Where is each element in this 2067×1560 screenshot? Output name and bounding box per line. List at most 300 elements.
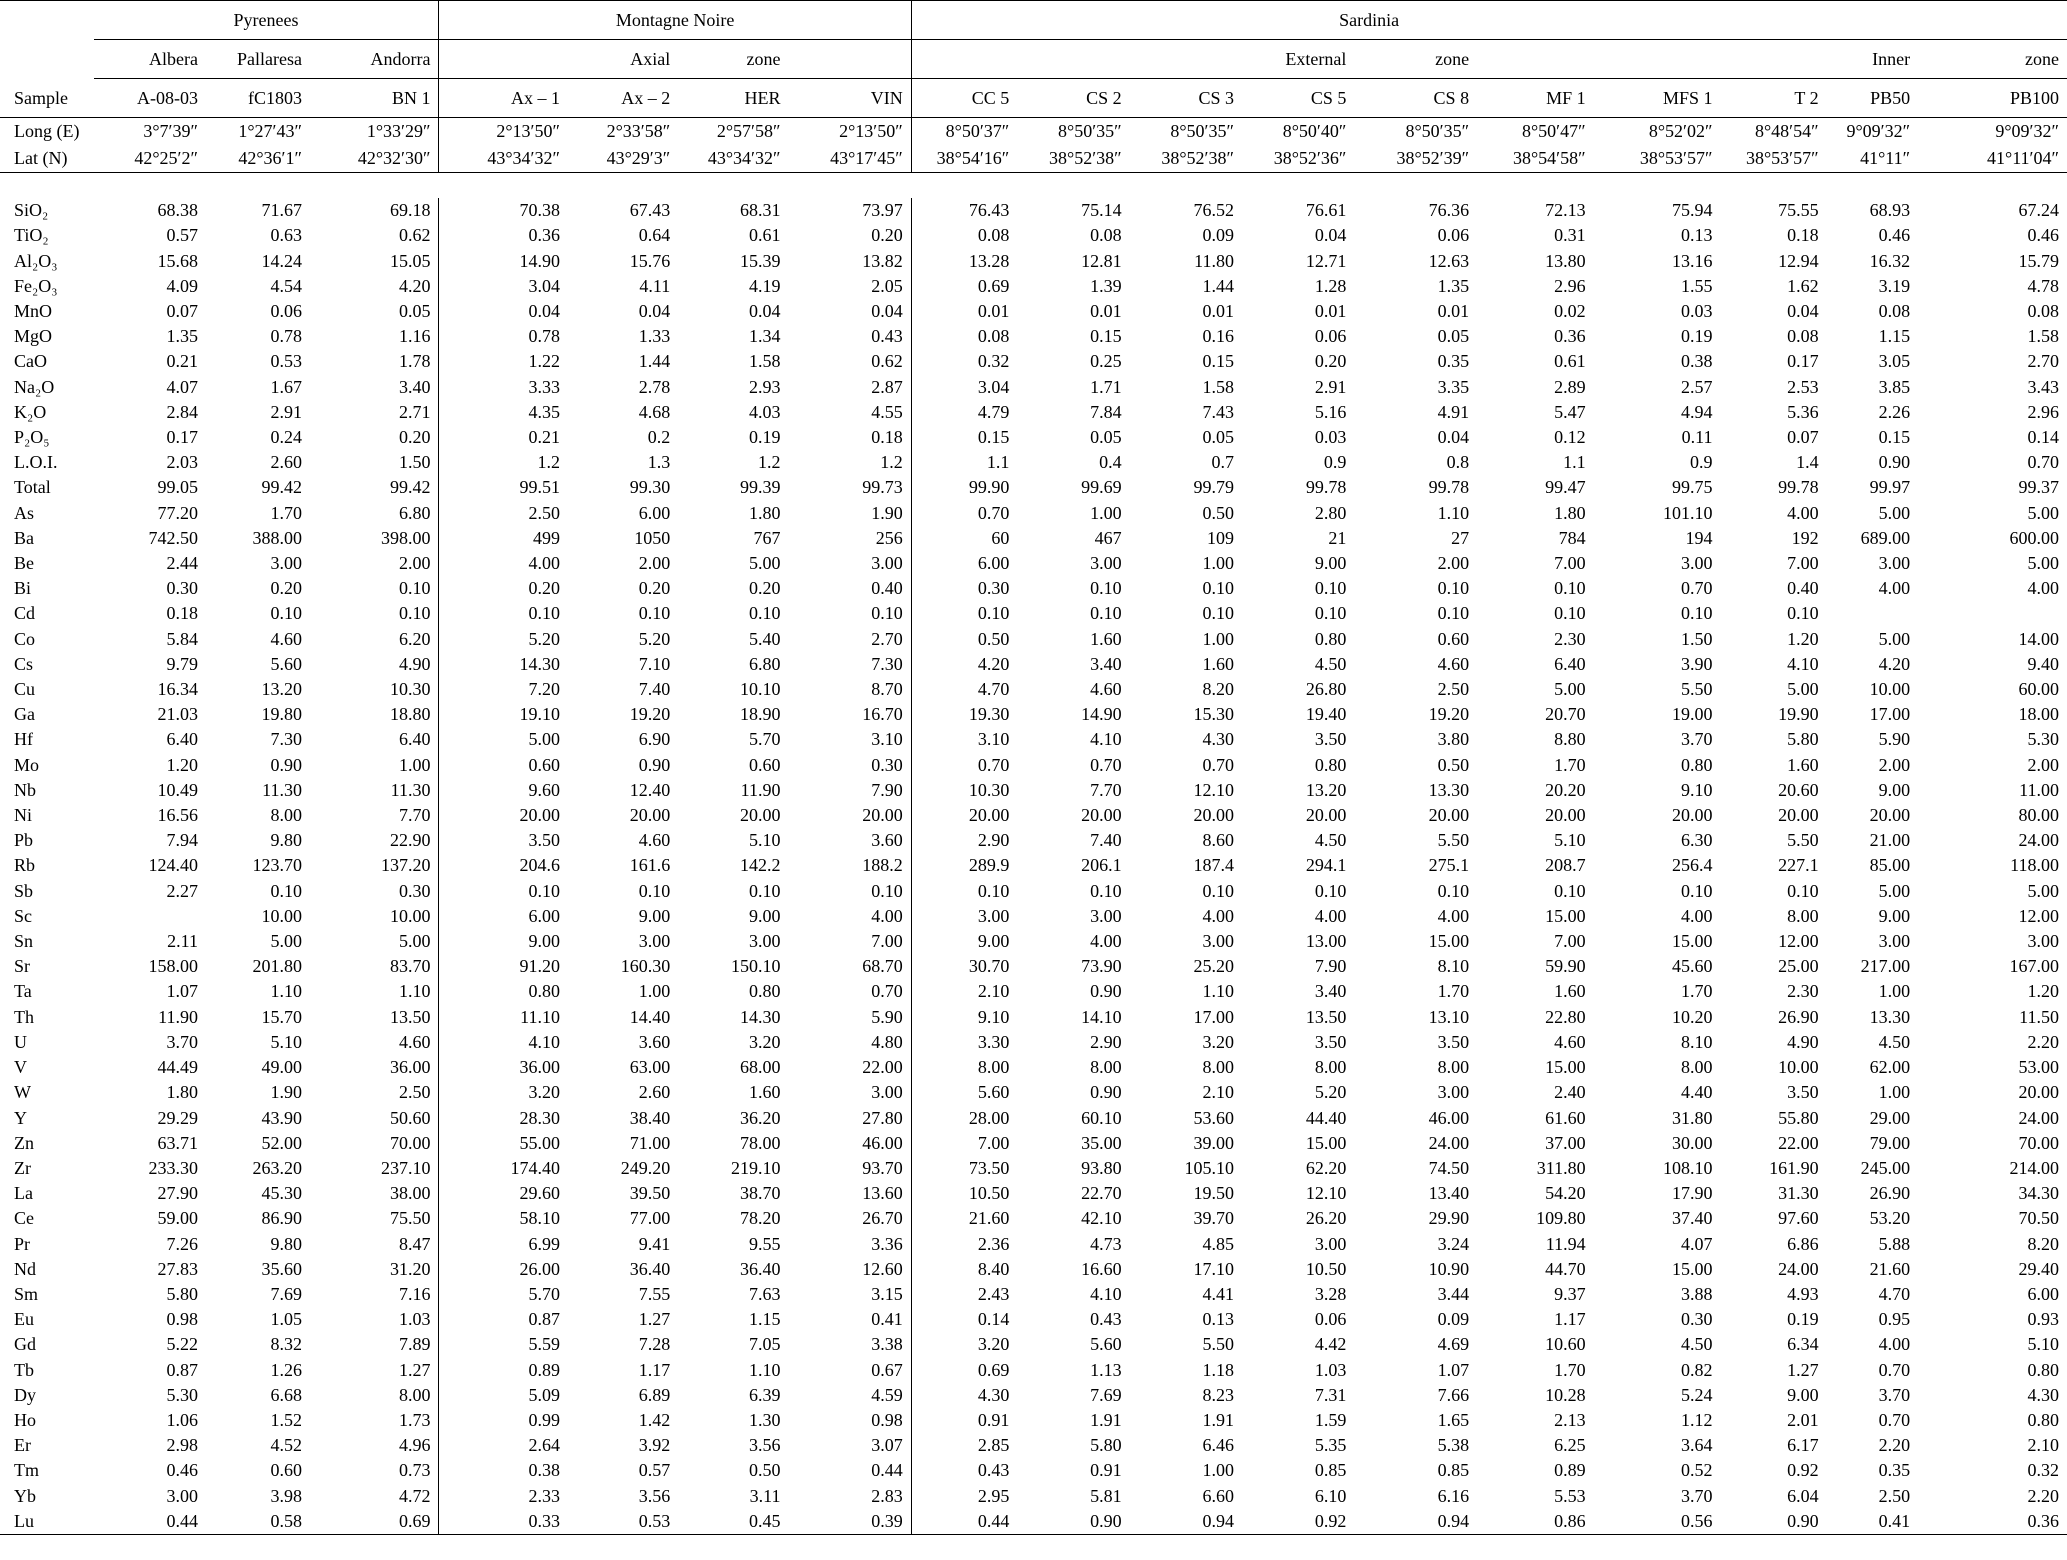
table-cell: 5.53 <box>1554 1485 1586 1506</box>
table-cell: 214.00 <box>2009 1157 2059 1178</box>
table-cell: 1.67 <box>270 376 302 397</box>
table-cell: 0.10 <box>439 601 568 626</box>
table-cell: 3.70 <box>166 1031 198 1052</box>
table-cell: 11.30 <box>390 779 431 800</box>
table-row <box>0 576 2067 601</box>
table-cell: 4.40 <box>1680 1082 1713 1103</box>
row-label: K₂O <box>14 401 47 422</box>
table-cell: 3.00 <box>911 904 1017 929</box>
row-label: Rb <box>14 855 36 876</box>
table-cell: 8°48′54″ <box>1754 121 1819 141</box>
table-cell: 9.00 <box>439 929 568 954</box>
table-cell: 1.18 <box>1202 1359 1234 1380</box>
table-cell: 4.07 <box>1680 1233 1713 1254</box>
table-cell: 43°29′3″ <box>568 145 678 173</box>
table-cell: 22.00 <box>862 1057 903 1078</box>
table-cell: 6.00 <box>638 502 671 523</box>
table-cell: 3.56 <box>638 1485 671 1506</box>
table-cell: 35.00 <box>1081 1132 1122 1153</box>
table-cell: 4.19 <box>748 275 781 296</box>
table-cell: 20.00 <box>1545 805 1586 826</box>
table-cell: 24.00 <box>2018 830 2059 851</box>
table-cell: 5.38 <box>1437 1435 1470 1456</box>
table-cell: 4.70 <box>1878 1283 1911 1304</box>
table-cell: 1.17 <box>1554 1309 1586 1330</box>
table-cell: 3.11 <box>749 1485 781 1506</box>
table-row <box>0 324 2067 349</box>
table-cell: 1.55 <box>1680 275 1713 296</box>
row-label: Pr <box>14 1233 31 1254</box>
table-cell: 5.84 <box>166 628 198 649</box>
table-row <box>0 1156 2067 1181</box>
table-cell: 4.91 <box>1437 401 1470 422</box>
table-cell: 21.60 <box>911 1206 1017 1231</box>
table-cell: 14.30 <box>739 1006 781 1027</box>
table-cell: 0.93 <box>2027 1309 2059 1330</box>
table-cell: 1.91 <box>1090 1409 1122 1430</box>
table-cell: CC 5 <box>911 79 1017 118</box>
table-cell: 8.00 <box>1314 1057 1347 1078</box>
table-cell: 5.00 <box>1554 679 1586 700</box>
table-cell: 0.90 <box>1090 981 1122 1002</box>
table-cell: 99.78 <box>1305 477 1347 498</box>
table-cell: 0.18 <box>1787 225 1819 246</box>
table-cell: 10.00 <box>261 905 302 926</box>
table-cell: 75.55 <box>1778 200 1819 221</box>
table-cell: 0.10 <box>1787 880 1819 901</box>
row-label: Ga <box>14 704 35 725</box>
table-cell: 4.60 <box>1437 653 1470 674</box>
table-cell: 0.04 <box>1314 225 1347 246</box>
table-cell: 8.32 <box>270 1334 302 1355</box>
table-cell: 0.85 <box>1437 1460 1470 1481</box>
table-cell: 0.02 <box>1554 301 1586 321</box>
table-cell: 1.42 <box>638 1409 671 1430</box>
table-cell: 38.00 <box>389 1183 431 1204</box>
table-cell: 11.94 <box>1545 1233 1586 1254</box>
longitude-row <box>0 118 2067 146</box>
table-cell: 4.94 <box>1680 401 1713 422</box>
table-cell: 2°13′50″ <box>439 118 568 146</box>
row-label: Be <box>14 553 34 574</box>
table-cell: 4.50 <box>1314 653 1347 674</box>
table-cell: 0.10 <box>1314 578 1347 599</box>
table-cell: 237.10 <box>380 1157 431 1178</box>
table-cell: 0.20 <box>871 225 903 246</box>
table-cell: 36.20 <box>739 1107 781 1128</box>
table-cell: 0.12 <box>1554 427 1586 448</box>
table-cell: 2.64 <box>439 1433 568 1458</box>
table-cell: 0.67 <box>871 1359 903 1380</box>
table-cell: 70.00 <box>2018 1132 2059 1153</box>
table-cell: 12.71 <box>1305 250 1347 271</box>
longitude-label: Long (E) <box>14 121 80 141</box>
table-cell: 12.81 <box>1081 250 1122 271</box>
table-cell: 0.70 <box>2027 452 2059 473</box>
row-label: Zr <box>14 1157 31 1178</box>
table-cell: 85.00 <box>1869 855 1911 876</box>
table-cell: 73.50 <box>911 1156 1017 1181</box>
table-cell: 4.60 <box>1090 679 1122 700</box>
table-cell: 9.40 <box>2027 653 2059 674</box>
table-cell: 99.39 <box>739 477 781 498</box>
table-cell: 5.47 <box>1554 401 1586 422</box>
table-cell: 6.40 <box>166 729 198 750</box>
table-cell: 8.00 <box>1437 1057 1470 1078</box>
table-row <box>0 1055 2067 1080</box>
table-row <box>0 727 2067 752</box>
table-cell: 63.00 <box>629 1057 671 1078</box>
table-cell: 0.62 <box>871 351 903 372</box>
table-cell: 99.42 <box>389 477 431 498</box>
row-label: Ta <box>14 981 32 1002</box>
table-cell: 4.10 <box>439 1030 568 1055</box>
table-cell: 1.34 <box>748 326 781 347</box>
row-label: Sn <box>14 931 34 952</box>
table-cell: 1.90 <box>871 502 903 523</box>
table-cell: 3.50 <box>439 828 568 853</box>
table-cell: 4.03 <box>748 401 781 422</box>
table-cell: 0.73 <box>398 1460 431 1481</box>
table-cell: 0.20 <box>398 427 431 448</box>
table-cell: 8.47 <box>398 1233 431 1254</box>
table-cell: 99.90 <box>911 475 1017 500</box>
table-cell: 1.80 <box>1554 502 1586 523</box>
table-cell: 14.90 <box>1081 704 1122 725</box>
table-cell: 28.30 <box>439 1106 568 1131</box>
table-cell: 2.40 <box>1554 1082 1586 1103</box>
table-cell: 20.70 <box>1545 704 1586 725</box>
table-cell: 3.00 <box>1090 553 1122 574</box>
table-cell: 31.80 <box>1671 1107 1713 1128</box>
table-cell: 1.3 <box>647 452 671 473</box>
table-cell: 0.44 <box>911 1509 1017 1535</box>
table-cell: 0.08 <box>1878 301 1911 321</box>
table-cell: 4.00 <box>2027 578 2059 599</box>
table-cell: 7.70 <box>398 805 431 826</box>
table-cell: 2.70 <box>2027 351 2059 372</box>
table-cell: 105.10 <box>1184 1157 1234 1178</box>
table-cell: 0.69 <box>911 1358 1017 1383</box>
table-cell: 1.35 <box>166 326 198 347</box>
region-montagne-noire: Montagne Noire <box>439 1 911 40</box>
table-cell: 8.10 <box>1437 956 1470 977</box>
table-cell: 0.64 <box>638 225 671 246</box>
sample-label: Sample <box>0 79 94 118</box>
table-cell <box>94 904 206 929</box>
table-cell: 4.00 <box>871 905 903 926</box>
table-cell: 3.56 <box>748 1435 781 1456</box>
table-cell: 0.20 <box>638 578 671 599</box>
table-cell: 9.00 <box>1878 905 1911 926</box>
table-cell: 60.00 <box>2018 679 2059 700</box>
table-cell: 0.46 <box>166 1460 198 1481</box>
table-cell: 42°25′2″ <box>94 145 206 173</box>
table-cell: 9.55 <box>748 1233 781 1254</box>
table-cell: 10.60 <box>1545 1334 1586 1355</box>
table-cell: 11.90 <box>158 1006 198 1027</box>
table-cell: 21.00 <box>1869 830 1911 851</box>
table-cell: 5.09 <box>439 1383 568 1408</box>
row-label: Al₂O₃ <box>14 250 58 271</box>
table-cell: 0.08 <box>2027 301 2059 321</box>
table-cell: 4.72 <box>398 1485 431 1506</box>
table-row <box>0 627 2067 652</box>
table-cell: 8.00 <box>270 805 302 826</box>
table-cell: 0.19 <box>1680 326 1713 347</box>
table-cell: 3.04 <box>439 274 568 299</box>
table-cell: 0.92 <box>1242 1509 1354 1535</box>
table-cell: 5.90 <box>871 1006 903 1027</box>
table-cell: 13.30 <box>1428 779 1470 800</box>
table-cell: 1.30 <box>748 1409 781 1430</box>
table-row <box>0 1433 2067 1458</box>
table-cell: 4.69 <box>1437 1334 1470 1355</box>
table-cell: 4.20 <box>398 275 431 296</box>
table-cell: 0.53 <box>270 351 302 372</box>
table-cell: 4.41 <box>1202 1283 1234 1304</box>
table-cell: 0.05 <box>1090 427 1122 448</box>
table-cell: 0.63 <box>270 225 302 246</box>
table-cell: 0.06 <box>270 301 302 321</box>
table-cell: 0.03 <box>1680 301 1713 321</box>
table-cell: 1.06 <box>166 1409 198 1430</box>
table-cell: 73.97 <box>862 200 903 221</box>
table-row <box>0 1383 2067 1408</box>
table-cell: 99.78 <box>1778 477 1819 498</box>
table-cell: 7.40 <box>1090 830 1122 851</box>
table-cell: 80.00 <box>2018 805 2059 826</box>
table-cell: 2.91 <box>270 401 302 422</box>
table-row <box>0 349 2067 374</box>
table-cell: 467 <box>1094 527 1122 548</box>
table-cell: 2.85 <box>911 1433 1017 1458</box>
table-cell: 1.65 <box>1437 1409 1470 1430</box>
table-cell: 0.80 <box>1314 754 1347 775</box>
table-cell: 8.20 <box>2027 1233 2059 1254</box>
table-cell: 14.24 <box>261 250 302 271</box>
row-label: Th <box>14 1006 34 1027</box>
table-cell: 0.19 <box>1787 1309 1819 1330</box>
table-cell: 0.04 <box>1437 427 1470 448</box>
table-row <box>0 450 2067 475</box>
table-cell: 3.10 <box>911 727 1017 752</box>
table-cell: 0.57 <box>166 225 198 246</box>
table-cell: 38°52′38″ <box>1017 145 1129 173</box>
table-cell: 5.35 <box>1314 1435 1347 1456</box>
table-cell: 4.00 <box>1314 905 1347 926</box>
table-cell: 1.15 <box>1878 326 1911 347</box>
table-cell: 5.50 <box>1787 830 1819 851</box>
table-cell: 58.10 <box>439 1206 568 1231</box>
row-label: Tb <box>14 1359 34 1380</box>
row-label: As <box>14 502 35 523</box>
table-cell: 4.42 <box>1314 1334 1347 1355</box>
table-cell: 68.93 <box>1869 200 1911 221</box>
table-cell: 0.20 <box>1314 351 1347 372</box>
table-cell: 26.70 <box>862 1208 903 1229</box>
table-cell: 6.86 <box>1787 1233 1819 1254</box>
table-cell: 1.20 <box>2027 981 2059 1002</box>
table-cell: 4.00 <box>1878 1334 1911 1355</box>
table-cell: 5.00 <box>748 553 781 574</box>
table-cell: 4.60 <box>638 830 671 851</box>
table-cell: 12.00 <box>1778 931 1819 952</box>
table-cell: 3.50 <box>1314 1031 1347 1052</box>
table-cell: 99.05 <box>157 477 198 498</box>
table-cell: 99.69 <box>1081 477 1122 498</box>
table-cell: 10.28 <box>1545 1384 1586 1405</box>
table-cell: 0.04 <box>1787 301 1819 321</box>
table-cell: 4.54 <box>270 275 302 296</box>
table-cell: 0.78 <box>270 326 302 347</box>
table-cell: 0.9 <box>1689 452 1713 473</box>
table-cell: 79.00 <box>1869 1132 1911 1153</box>
table-cell: 0.57 <box>638 1460 671 1481</box>
table-cell: 36.40 <box>739 1258 781 1279</box>
table-cell: 26.90 <box>1869 1183 1911 1204</box>
table-cell: 289.9 <box>911 853 1017 878</box>
table-cell: 5.10 <box>748 830 781 851</box>
table-cell: 5.00 <box>439 727 568 752</box>
table-cell: 99.51 <box>439 475 568 500</box>
table-cell: 77.00 <box>629 1208 671 1229</box>
table-cell: Ax – 1 <box>439 79 568 118</box>
table-cell: 20.00 <box>1778 805 1819 826</box>
table-cell: 24.00 <box>1428 1132 1470 1153</box>
table-cell: 5.00 <box>270 931 302 952</box>
table-cell: 3.98 <box>270 1485 302 1506</box>
table-cell: 142.2 <box>739 855 781 876</box>
table-cell: 12.40 <box>629 779 671 800</box>
table-cell: 233.30 <box>148 1157 198 1178</box>
table-cell: 3.00 <box>638 931 671 952</box>
row-label: CaO <box>14 351 47 372</box>
table-cell: 1.71 <box>1090 376 1122 397</box>
table-cell: 1.80 <box>748 502 781 523</box>
table-cell: 1°33′29″ <box>366 121 431 141</box>
table-cell: 26.90 <box>1778 1006 1819 1027</box>
table-cell: 3.00 <box>1314 1233 1347 1254</box>
table-cell: 3.20 <box>911 1332 1017 1357</box>
table-cell: 19.00 <box>1671 704 1713 725</box>
table-cell: 0.17 <box>166 427 198 448</box>
table-cell: 0.56 <box>1594 1509 1721 1535</box>
table-cell: 8°50′40″ <box>1282 121 1347 141</box>
table-cell: 36.00 <box>389 1057 431 1078</box>
table-cell: 67.43 <box>629 200 671 221</box>
table-cell: 0.10 <box>1314 603 1347 624</box>
table-cell: 7.00 <box>911 1131 1017 1156</box>
table-cell: 3.00 <box>1878 931 1911 952</box>
table-cell: 0.10 <box>398 578 431 599</box>
table-cell: 3.00 <box>1437 1082 1470 1103</box>
table-cell: 53.00 <box>2018 1057 2059 1078</box>
table-cell: 5.00 <box>2027 553 2059 574</box>
table-cell: 20.00 <box>1193 805 1234 826</box>
table-cell: 1.73 <box>398 1409 431 1430</box>
table-cell: 70.50 <box>2018 1208 2059 1229</box>
table-cell: 0.32 <box>911 349 1017 374</box>
table-cell: 24.00 <box>2018 1107 2059 1128</box>
table-cell: 10.90 <box>1428 1258 1470 1279</box>
table-cell: 4.00 <box>1680 905 1713 926</box>
table-cell: 2.00 <box>2027 754 2059 775</box>
table-cell: 38°52′38″ <box>1130 145 1242 173</box>
row-label: V <box>14 1057 27 1078</box>
subgroup-axial-zone: zone <box>678 40 788 79</box>
row-label: Total <box>14 477 51 498</box>
table-cell: 70.00 <box>389 1132 431 1153</box>
table-cell: 7.30 <box>871 653 903 674</box>
table-cell: 4.90 <box>398 653 431 674</box>
table-cell: 77.20 <box>157 502 198 523</box>
row-label: Ce <box>14 1208 34 1229</box>
table-cell: 3.85 <box>1878 376 1911 397</box>
table-cell: 0.01 <box>1314 301 1347 321</box>
table-cell: 3.00 <box>166 1485 198 1506</box>
table-cell: 8.80 <box>1554 729 1586 750</box>
table-cell: 2.50 <box>439 501 568 526</box>
table-cell: HER <box>678 79 788 118</box>
table-cell: 0.60 <box>748 754 781 775</box>
table-cell: 0.08 <box>1787 326 1819 347</box>
table-cell: 4.50 <box>1314 830 1347 851</box>
table-cell: 6.99 <box>439 1232 568 1257</box>
table-cell: 2°13′50″ <box>839 121 903 141</box>
table-cell: 0.80 <box>2027 1359 2059 1380</box>
table-cell: 2.98 <box>166 1435 198 1456</box>
table-cell: 0.91 <box>911 1408 1017 1433</box>
table-cell: 9.10 <box>911 1005 1017 1030</box>
table-cell: 38°54′58″ <box>1477 145 1594 173</box>
table-cell: 15.68 <box>157 250 198 271</box>
table-cell: 0.08 <box>911 324 1017 349</box>
table-cell: 600.00 <box>2009 527 2059 548</box>
table-row <box>0 475 2067 500</box>
table-cell: 10.50 <box>911 1181 1017 1206</box>
table-cell: 1.70 <box>1554 754 1586 775</box>
subgroup-andorra: Andorra <box>310 40 439 79</box>
table-cell: 2.10 <box>1202 1082 1234 1103</box>
table-cell: 3.07 <box>871 1435 903 1456</box>
row-label: Sb <box>14 880 34 901</box>
table-cell: 3.60 <box>871 830 903 851</box>
table-cell: 109 <box>1207 527 1234 548</box>
table-row <box>0 299 2067 324</box>
table-cell: 0.44 <box>871 1460 903 1481</box>
table-cell: 11.80 <box>1194 250 1234 271</box>
table-cell: 0.10 <box>748 603 781 624</box>
row-label: Bi <box>14 578 32 599</box>
table-cell: 1.60 <box>1090 628 1122 649</box>
table-cell: 91.20 <box>439 954 568 979</box>
table-cell: 1.52 <box>270 1409 302 1430</box>
table-cell: 29.40 <box>2018 1258 2059 1279</box>
table-body <box>0 198 2067 1534</box>
table-cell: CS 3 <box>1130 79 1242 118</box>
table-cell: 1.10 <box>1202 981 1234 1002</box>
table-cell: 0.9 <box>1323 452 1347 473</box>
table-cell: 9.00 <box>911 929 1017 954</box>
table-cell: 1050 <box>634 527 671 548</box>
table-cell: 3.36 <box>871 1233 903 1254</box>
table-row <box>0 1282 2067 1307</box>
table-cell: 0.90 <box>638 754 671 775</box>
table-cell: 0.69 <box>911 274 1017 299</box>
table-cell: 22.80 <box>1545 1006 1586 1027</box>
table-cell: 59.90 <box>1545 956 1586 977</box>
